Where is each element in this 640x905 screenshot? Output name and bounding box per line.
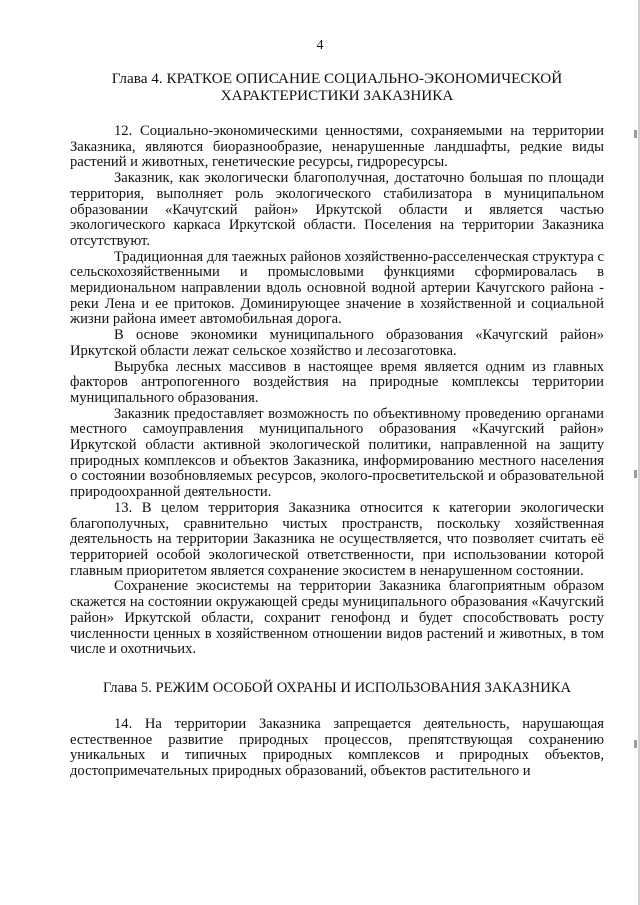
page-number: 4 xyxy=(316,38,324,53)
paragraph-12: 12. Социально-экономическими ценностями, сохраняемыми на территории Заказника, являются биоразнообразие, ненарушенные ландшафты, редкие виды растений и животных, генетические ресурсы, гидроресурсы. xyxy=(70,123,604,171)
paragraph-logging: Вырубка лесных массивов в настоящее время является одним из главных факторов антропогенного воздействия на природные комплексы территории муниципального образования. xyxy=(70,358,604,406)
scan-mark xyxy=(634,740,637,748)
scan-mark xyxy=(634,470,637,478)
paragraph-ecological-policy: Заказник предоставляет возможность по объективному проведению органами местного самоуправления муниципального образования «Качугский район» Иркутской области активной экологической политики, направленной на защиту природных комплексов и объектов Заказника, информированию местного населения о состоянии возобновляемых ресурсов, эколого-просветительской и образовательной природоохранной деятельности. xyxy=(70,405,604,501)
paragraph-13: 13. В целом территория Заказника относится к категории экологически благополучных, сравнительно чистых пространств, поскольку хозяйственная деятельность на территории Заказника не осуществляется, что позволяет считать её территорией особой экологической ответственности, при использовании которой главным приоритетом является сохранение экосистем в ненарушенном состоянии. xyxy=(70,499,604,579)
paragraph-economy-basis: В основе экономики муниципального образования «Качугский район» Иркутской области лежат сельское хозяйство и лесозаготовка. xyxy=(70,327,604,359)
paragraph-14: 14. На территории Заказника запрещается деятельность, нарушающая естественное развитие природных процессов, препятствующая сохранению уникальных и типичных природных комплексов и природных объектов, достопримечательных природных образований, объектов растительного и xyxy=(70,715,604,780)
paragraph-traditional-structure: Традиционная для таежных районов хозяйственно-расселенческая структура с сельскохозяйственными и промысловыми функциями сформировалась в меридиональном направлении вдоль основной водной артерии Качугского района - реки Лена и ее притоков. Доминирующее значение в хозяйственной и социальной жизни района имеет автомобильная дорога. xyxy=(70,248,604,328)
scan-mark xyxy=(634,130,637,138)
paragraph-ecosystem-preservation: Сохранение экосистемы на территории Заказника благоприятным образом скажется на состоянии окружающей среды муниципального образования «Качугский район» Иркутской области, сохранит генофонд и будет способствовать росту численности ценных в хозяйственном отношении видов растений и животных, в том числе и охотничьих. xyxy=(70,578,604,658)
chapter-4-title: Глава 4. КРАТКОЕ ОПИСАНИЕ СОЦИАЛЬНО-ЭКОНОМИЧЕСКОЙ ХАРАКТЕРИСТИКИ ЗАКАЗНИКА xyxy=(111,70,563,104)
paragraph-zakaznik-stabilizer: Заказник, как экологически благополучная, достаточно большая по площади территория, выполняет роль экологического стабилизатора в муниципальном образовании «Качугский район» Иркутской области и является частью экологического каркаса Иркутской области. Поселения на территории Заказника отсутствуют. xyxy=(70,170,604,249)
page-content xyxy=(70,70,604,780)
chapter-5-title: Глава 5. РЕЖИМ ОСОБОЙ ОХРАНЫ И ИСПОЛЬЗОВАНИЯ ЗАКАЗНИКА xyxy=(102,679,572,696)
